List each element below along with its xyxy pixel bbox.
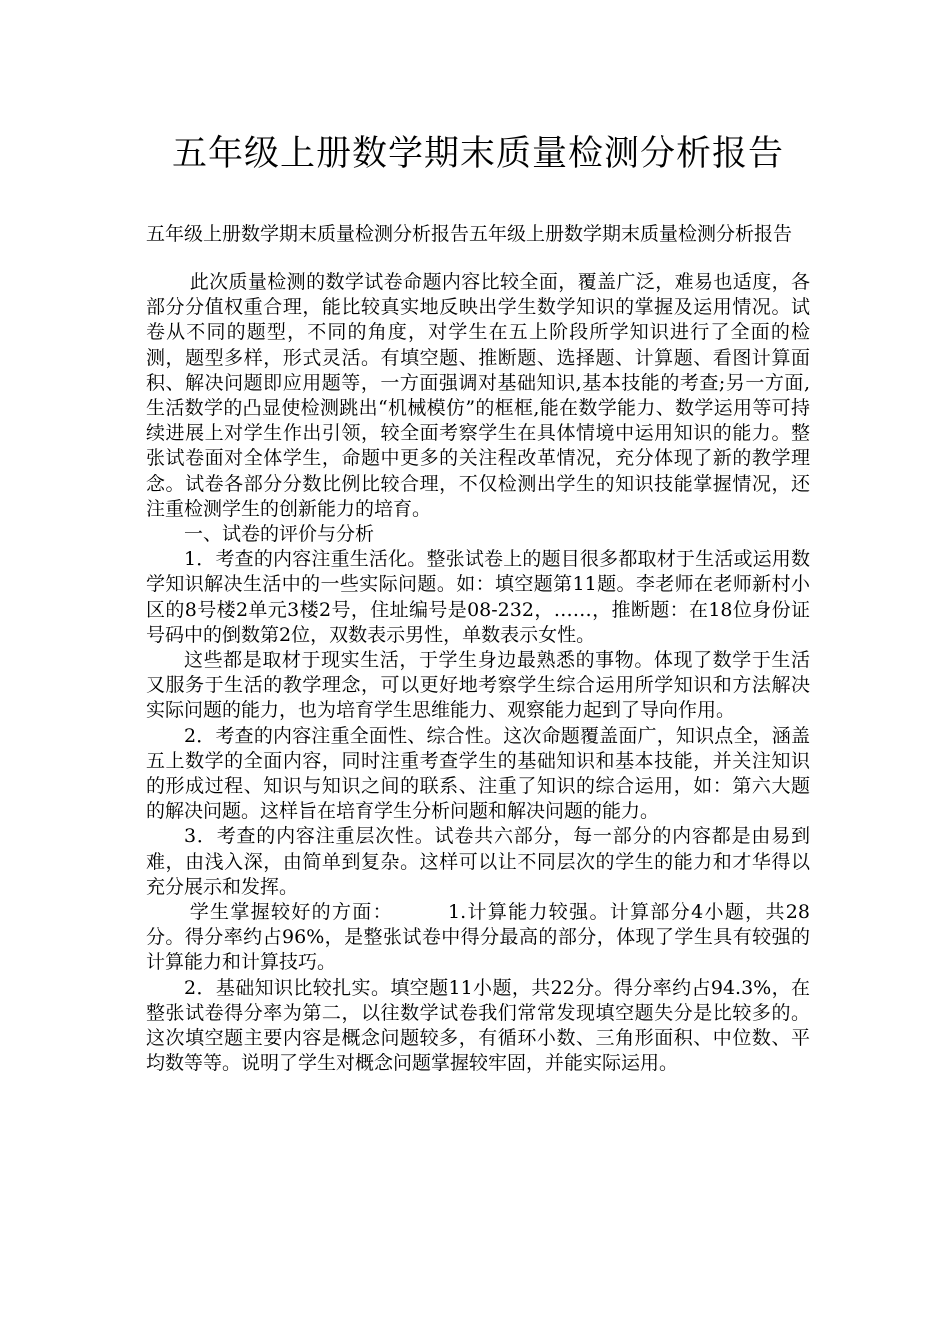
section-heading: 一、试卷的评价与分析 bbox=[184, 523, 375, 546]
strengths-paragraph bbox=[146, 900, 810, 976]
document-page bbox=[146, 0, 810, 1077]
point-1-explanation: 这些都是取材于现实生活，于学生身边最熟悉的事物。体现了数学于生活又服务于生活的教学理念，可以更好地考察学生综合运用所学知识和方法解决实际问题的能力，也为培育学生思维能力、观察能力起到了导向作用。 bbox=[146, 649, 810, 722]
strength-1-text: 1.计算能力较强。计算部分4小题，共28分。得分率约占96%，是整张试卷中得分最高的部分，体现了学生具有较强的计算能力和计算技巧。 bbox=[146, 901, 810, 974]
document-subtitle: 五年级上册数学期末质量检测分析报告五年级上册数学期末质量检测分析报告 bbox=[146, 223, 793, 245]
strength-2-paragraph: 2．基础知识比较扎实。填空题11小题，共22分。得分率约占94.3%，在整张试卷得分率为第二，以往数学试卷我们常常发现填空题失分是比较多的。这次填空题主要内容是概念问题较多，有循环小数、三角形面积、中位数、平均数等等。说明了学生对概念问题掌握较牢固，并能实际运用。 bbox=[146, 976, 810, 1075]
document-title: 五年级上册数学期末质量检测分析报告 bbox=[171, 134, 784, 174]
point-2-paragraph: 2．考查的内容注重全面性、综合性。这次命题覆盖面广，知识点全，涵盖五上数学的全面内容，同时注重考查学生的基础知识和基本技能，并关注知识的形成过程、知识与知识之间的联系、注重了知识的综合运用，如：第六大题的解决问题。这样旨在培育学生分析问题和解决问题的能力。 bbox=[146, 724, 810, 823]
point-1-paragraph: 1．考查的内容注重生活化。整张试卷上的题目很多都取材于生活或运用数学知识解决生活中的一些实际问题。如：填空题第11题。李老师在老师新村小区的8号楼2单元3楼2号，住址编号是08-232，……，推断题：在18位身份证号码中的倒数第2位，双数表示男性，单数表示女性。 bbox=[146, 548, 810, 646]
point-3-paragraph: 3．考查的内容注重层次性。试卷共六部分，每一部分的内容都是由易到难，由浅入深，由简单到复杂。这样可以让不同层次的学生的能力和才华得以充分展示和发挥。 bbox=[146, 825, 810, 898]
strengths-label: 学生掌握较好的方面： bbox=[189, 901, 393, 924]
document-body bbox=[146, 270, 810, 1077]
intro-paragraph: 此次质量检测的数学试卷命题内容比较全面，覆盖广泛，难易也适度，各部分分值权重合理，能比较真实地反映出学生数学知识的掌握及运用情况。试卷从不同的题型，不同的角度，对学生在五上阶段所学知识进行了全面的检测，题型多样，形式灵活。有填空题、推断题、选择题、计算题、看图计算面积、解决问题即应用题等，一方面强调对基础知识,基本技能的考查;另一方面,生活数学的凸显使检测跳出“机械模仿”的框框,能在数学能力、数学运用等可持续进展上对学生作出引领，较全面考察学生在具体情境中运用知识的能力。整张试卷面对全体学生，命题中更多的关注程改革情况，充分体现了新的教学理念。试卷各部分分数比例比较合理，不仅检测出学生的知识技能掌握情况，还注重检测学生的创新能力的培育。 bbox=[146, 271, 810, 520]
